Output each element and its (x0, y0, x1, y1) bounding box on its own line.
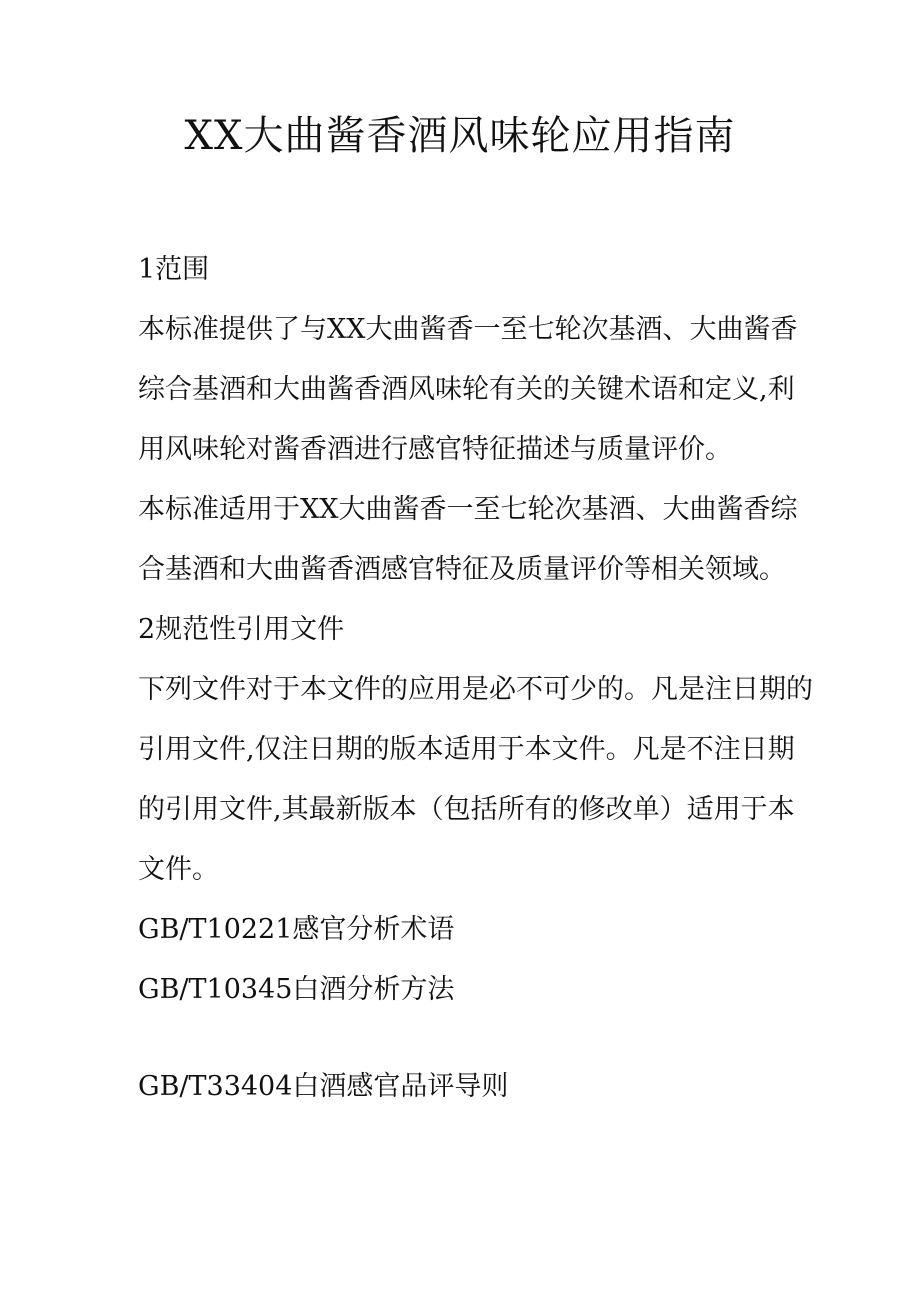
reference-gb-t-10221: GB/T10221感官分析术语 (138, 914, 455, 945)
reference-list-tail (138, 1057, 788, 1117)
main-text-block (138, 240, 813, 1020)
section-1-paragraph-1-line-3: 用风味轮对酱香酒进行感官特征描述与质量评价。 (138, 434, 732, 465)
section-2-heading: 2规范性引用文件 (138, 614, 345, 645)
reference-gb-t-10345: GB/T10345白酒分析方法 (138, 974, 455, 1005)
section-2-paragraph-line-2: 引用文件,仅注日期的版本适用于本文件。凡是不注日期 (138, 734, 795, 765)
section-2-paragraph-line-3: 的引用文件,其最新版本（包括所有的修改单）适用于本 (138, 794, 795, 825)
section-1-paragraph-1-line-2: 综合基酒和大曲酱香酒风味轮有关的关键术语和定义,利 (138, 374, 795, 405)
document-title: XX大曲酱香酒风味轮应用指南 (184, 113, 736, 159)
section-2-paragraph-line-4: 文件。 (138, 854, 219, 885)
section-1-paragraph-1-line-1: 本标准提供了与XX大曲酱香一至七轮次基酒、大曲酱香 (138, 314, 798, 345)
section-1-heading: 1范围 (138, 254, 210, 285)
section-2-paragraph-line-1: 下列文件对于本文件的应用是必不可少的。凡是注日期的 (138, 674, 813, 705)
section-1-paragraph-2-line-1: 本标准适用于XX大曲酱香一至七轮次基酒、大曲酱香综 (138, 494, 798, 525)
section-1-paragraph-2-line-2: 合基酒和大曲酱香酒感官特征及质量评价等相关领域。 (138, 554, 786, 585)
reference-gb-t-33404: GB/T33404白酒感官品评导则 (138, 1071, 509, 1102)
